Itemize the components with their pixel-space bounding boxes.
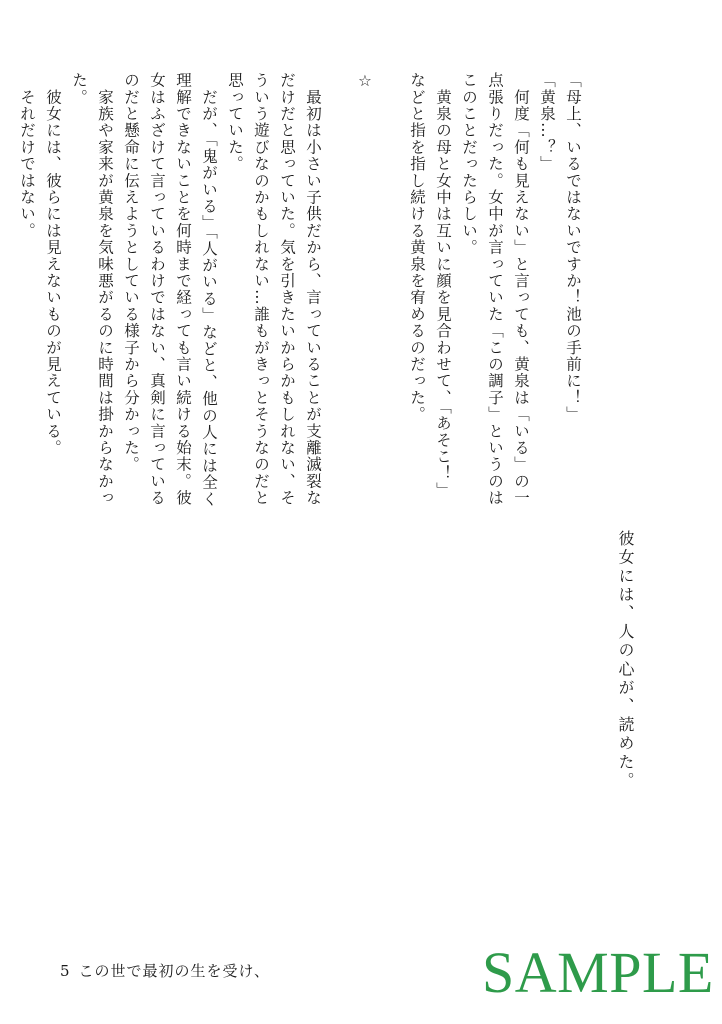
sample-watermark: SAMPLE <box>482 940 714 1005</box>
body-text-block <box>18 72 586 508</box>
text-line: 「母上、いるではないですか！池の手前に！」 <box>564 72 582 423</box>
text-line: などと指を指し続ける黄泉を宥めるのだった。 <box>408 72 426 423</box>
text-line: のだと懸命に伝えようとしている様子から分かった。 <box>122 72 140 473</box>
text-line: 点張りだった。女中が言っていた「この調子」というのは <box>486 72 504 507</box>
blank-line <box>378 72 404 492</box>
text-line: 女はふざけて言っているわけではない、真剣に言っている <box>148 72 166 507</box>
running-title: この世で最初の生を受け、 <box>78 962 270 980</box>
text-line: 思っていた。 <box>226 72 244 173</box>
text-line: 黄泉の母と女中は互いに顔を見合わせて、「あそこ！」 <box>434 72 452 499</box>
text-line: それだけではない。 <box>18 72 36 239</box>
text-line: ういう遊びなのかもしれない…誰もがきっとそうなのだと <box>252 72 270 507</box>
text-line: 「黄泉…？」 <box>538 72 556 173</box>
text-line: だが、「鬼がいる」「人がいる」などと、他の人には全く <box>200 72 218 508</box>
text-line: 何度「何も見えない」と言っても、黄泉は「いる」の一 <box>512 72 530 507</box>
standalone-line: 彼女には、人の心が、読めた。 <box>616 530 635 791</box>
section-break-star: ☆ <box>356 72 374 92</box>
page-footer <box>60 960 270 981</box>
text-line: た。 <box>70 72 88 106</box>
text-line: だけだと思っていた。気を引きたいからかもしれない、そ <box>278 72 296 507</box>
page-number: 5 <box>60 962 71 980</box>
text-line: 彼女には、彼らには見えないものが見えている。 <box>44 72 62 457</box>
text-line: 家族や家来が黄泉を気味悪がるのに時間は掛からなかっ <box>96 72 114 507</box>
text-line: このことだったらしい。 <box>460 72 478 256</box>
text-line: 最初は小さい子供だから、言っていることが支離滅裂な <box>304 72 322 507</box>
text-line: 理解できないことを何時まで経っても言い続ける始末。彼 <box>174 72 192 507</box>
blank-line <box>326 72 352 492</box>
